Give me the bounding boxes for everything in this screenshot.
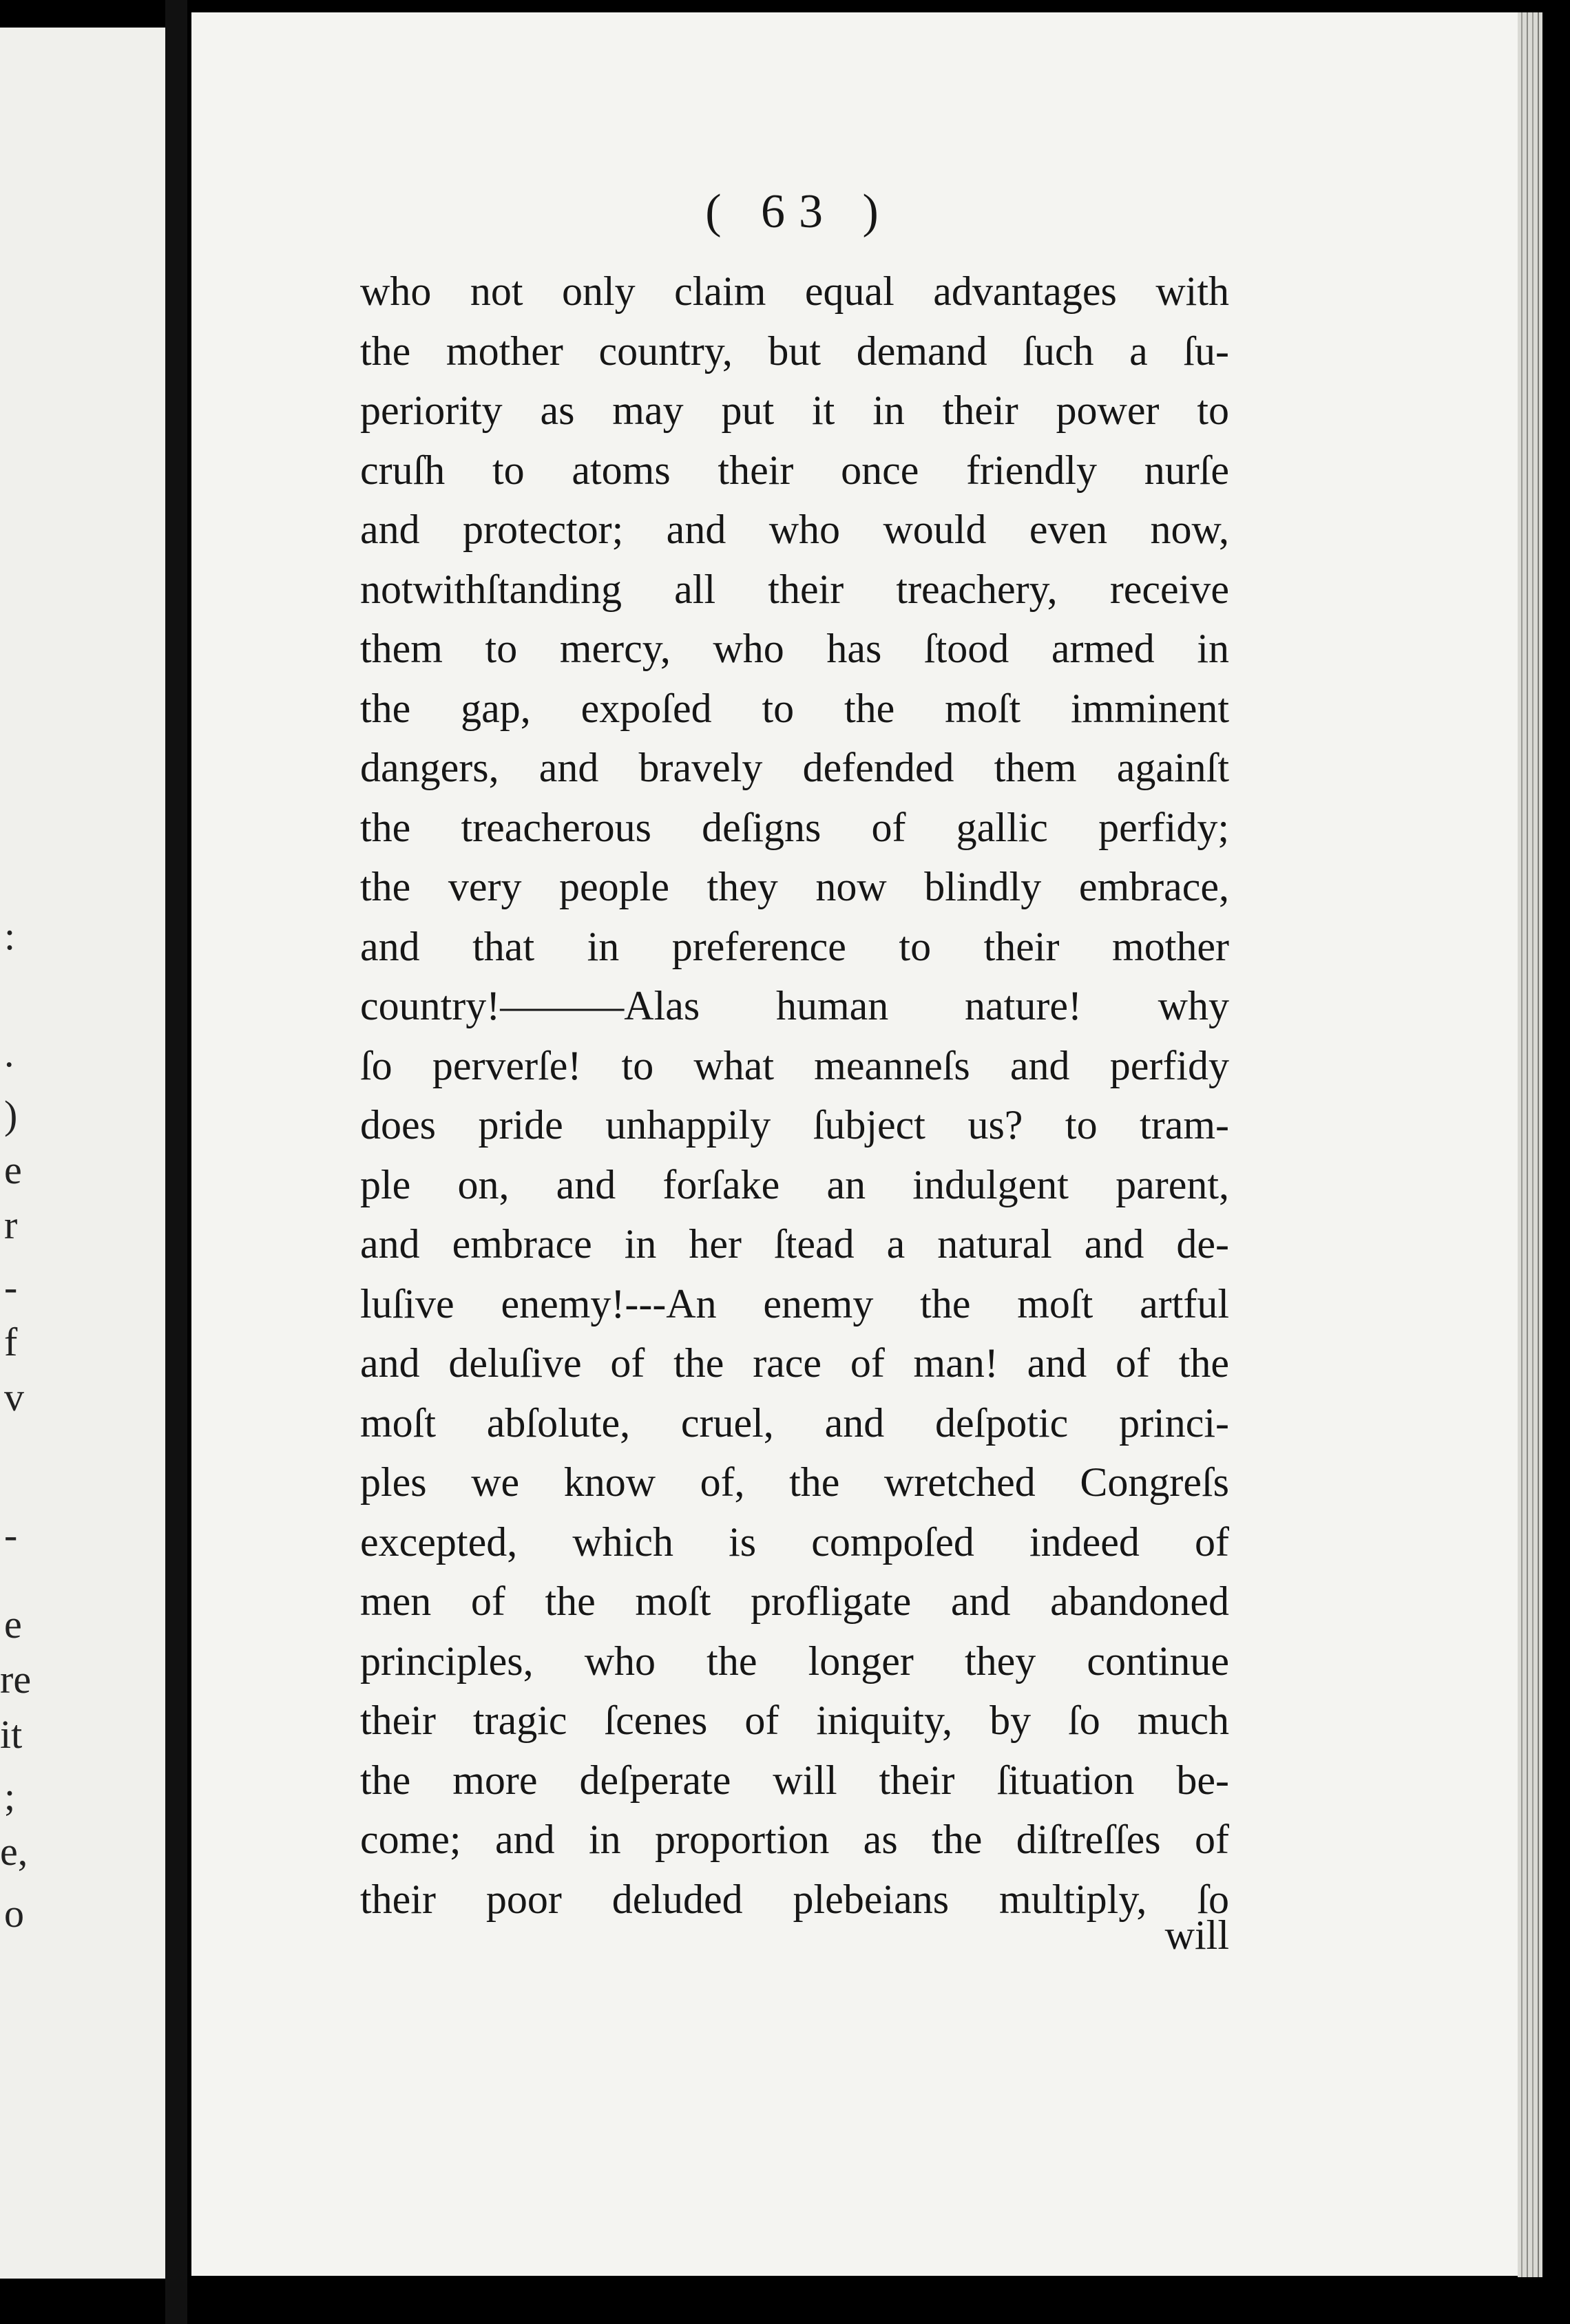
text-line: and deluſive of the race of man! and of the xyxy=(360,1340,1229,1386)
text-line: country!———Alas human nature! why xyxy=(360,983,1229,1028)
facing-page-fragment: e, xyxy=(0,1829,28,1874)
facing-page-fragment: - xyxy=(4,1265,18,1309)
facing-page-fragment: e xyxy=(4,1602,22,1647)
text-line: notwithſtanding all their treachery, receive xyxy=(360,566,1229,612)
text-line: luſive enemy!---An enemy the moſt artful xyxy=(360,1280,1229,1327)
text-line: them to mercy, who has ſtood armed in xyxy=(360,626,1229,671)
text-line: who not only claim equal advantages with xyxy=(360,268,1229,314)
facing-page-fragment: e xyxy=(4,1148,22,1192)
text-line: periority as may put it in their power to xyxy=(360,388,1229,433)
facing-page-fragment: re xyxy=(0,1657,32,1702)
text-line: moſt abſolute, cruel, and deſpotic princi- xyxy=(360,1399,1229,1446)
text-line: ples we know of, the wretched Congreſs xyxy=(360,1459,1229,1505)
page-number: ( 63 ) xyxy=(705,185,892,238)
text-line: the treacherous deſigns of gallic perfidy; xyxy=(360,804,1229,850)
facing-page-fragment: o xyxy=(4,1891,24,1936)
facing-page-fragment: : xyxy=(4,913,16,958)
facing-page-fragment: ) xyxy=(4,1092,18,1137)
text-line: men of the moſt profligate and abandoned xyxy=(360,1578,1229,1624)
text-line: excepted, which is compoſed indeed of xyxy=(360,1519,1229,1565)
facing-page-fragment: ; xyxy=(4,1774,16,1819)
text-line: dangers, and bravely defended them againſt xyxy=(360,745,1229,790)
text-line: come; and in proportion as the diſtreſſes of xyxy=(360,1817,1229,1862)
text-line: principles, who the longer they continue xyxy=(360,1638,1229,1684)
catchword: will xyxy=(1164,1912,1229,1958)
facing-page-fragment: it xyxy=(0,1712,23,1757)
text-line: does pride unhappily ſubject us? to tram- xyxy=(360,1102,1229,1148)
text-line: their poor deluded plebeians multiply, ſo xyxy=(360,1876,1229,1922)
text-line: ple on, and forſake an indulgent parent, xyxy=(360,1161,1229,1207)
text-line: and protector; and who would even now, xyxy=(360,507,1229,552)
text-line: cruſh to atoms their once friendly nurſe xyxy=(360,447,1229,493)
facing-page-fragments xyxy=(0,0,41,2324)
body-text xyxy=(360,262,1229,1929)
facing-page-fragment: f xyxy=(4,1320,18,1364)
text-line: and embrace in her ſtead a natural and de- xyxy=(360,1221,1229,1267)
text-line: the mother country, but demand ſuch a ſu- xyxy=(360,328,1229,374)
text-line: and that in preference to their mother xyxy=(360,923,1229,969)
facing-page-fragment: r xyxy=(4,1203,18,1247)
text-line: their tragic ſcenes of iniquity, by ſo much xyxy=(360,1698,1229,1743)
facing-page-fragment: . xyxy=(4,1031,14,1075)
text-line: the more deſperate will their ſituation be- xyxy=(360,1757,1229,1803)
facing-page-fragment: v xyxy=(4,1375,24,1419)
text-line: the gap, expoſed to the moſt imminent xyxy=(360,685,1229,731)
text-line: ſo perverſe! to what meanneſs and perfidy xyxy=(360,1042,1229,1088)
text-line: the very people they now blindly embrace, xyxy=(360,864,1229,909)
facing-page-fragment: - xyxy=(4,1512,18,1557)
